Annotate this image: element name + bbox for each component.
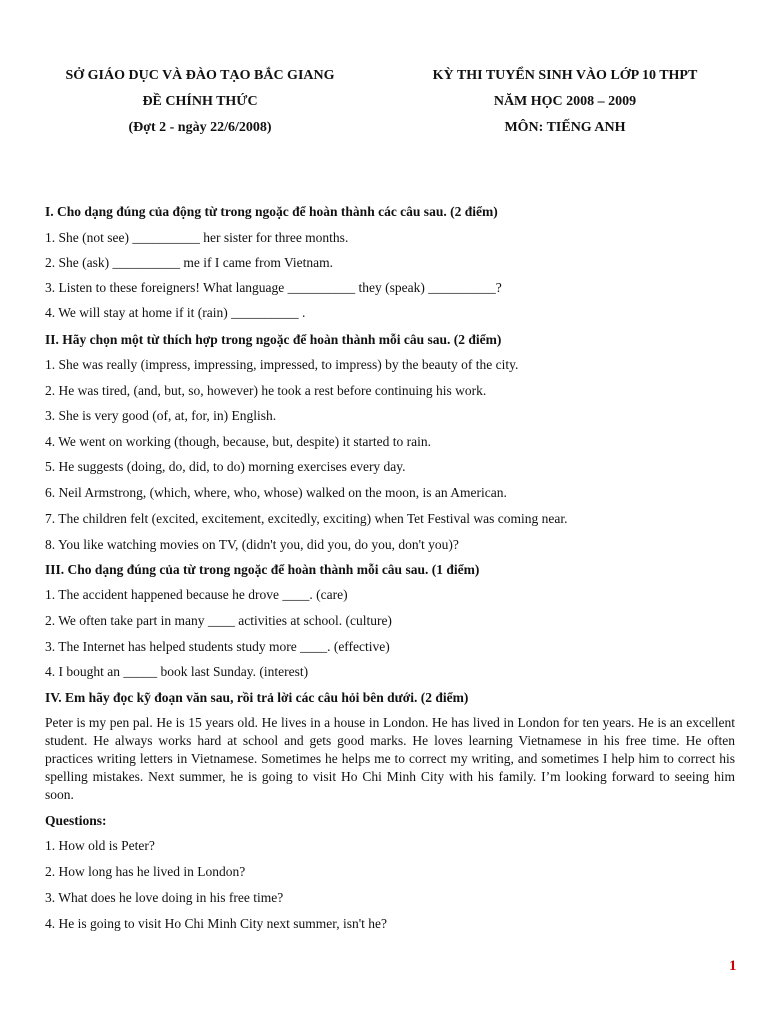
question-item: 4. He is going to visit Ho Chi Minh City next summer, isn't he? [45, 916, 388, 931]
section-3-title: III. Cho dạng đúng của từ trong ngoặc để hoàn thành mỗi câu sau. (1 điểm) [45, 562, 480, 577]
question-item: 2. How long has he lived in London? [45, 864, 246, 879]
section-3-item: 1. The accident happened because he drove ____. (care) [45, 587, 348, 602]
section-1-item: 1. She (not see) __________ her sister for three months. [45, 230, 349, 245]
section-1-title: I. Cho dạng đúng của động từ trong ngoặc để hoàn thành các câu sau. (2 điểm) [45, 204, 498, 219]
section-2-title: II. Hãy chọn một từ thích hợp trong ngoặc để hoàn thành mỗi câu sau. (2 điểm) [45, 332, 502, 347]
section-1-item: 2. She (ask) __________ me if I came from Vietnam. [45, 255, 333, 270]
questions-label: Questions: [45, 813, 107, 828]
section-2-item: 3. She is very good (of, at, for, in) English. [45, 408, 277, 423]
section-2-item: 7. The children felt (excited, excitement, excitedly, exciting) when Tet Festival was coming near. [45, 511, 568, 526]
page-number: 1 [729, 958, 737, 974]
section-3-item: 2. We often take part in many ____ activities at school. (culture) [45, 613, 392, 628]
section-1-item: 3. Listen to these foreigners! What language __________ they (speak) __________? [45, 280, 502, 295]
section-2-item: 2. He was tired, (and, but, so, however) he took a rest before continuing his work. [45, 383, 487, 398]
header-exam-title: KỲ THI TUYỂN SINH VÀO LỚP 10 THPT [432, 68, 698, 83]
section-3-item: 4. I bought an _____ book last Sunday. (interest) [45, 664, 309, 679]
question-item: 1. How old is Peter? [45, 838, 155, 853]
header-school-year: NĂM HỌC 2008 – 2009 [493, 94, 637, 109]
header-official-exam: ĐỀ CHÍNH THỨC [142, 94, 258, 109]
section-3-item: 3. The Internet has helped students study more ____. (effective) [45, 639, 390, 654]
section-2-item: 6. Neil Armstrong, (which, where, who, whose) walked on the moon, is an American. [45, 485, 507, 500]
section-2-item: 1. She was really (impress, impressing, impressed, to impress) by the beauty of the city. [45, 357, 519, 372]
header-subject: MÔN: TIẾNG ANH [504, 120, 626, 135]
section-4-title: IV. Em hãy đọc kỹ đoạn văn sau, rồi trả lời các câu hỏi bên dưới. (2 điểm) [45, 690, 469, 705]
section-2-item: 4. We went on working (though, because, but, despite) it started to rain. [45, 434, 431, 449]
header-department: SỞ GIÁO DỤC VÀ ĐÀO TẠO BẮC GIANG [65, 68, 335, 83]
section-2-item: 8. You like watching movies on TV, (didn't you, did you, do you, don't you)? [45, 537, 459, 552]
section-1-item: 4. We will stay at home if it (rain) __________ . [45, 305, 306, 320]
section-2-item: 5. He suggests (doing, do, did, to do) morning exercises every day. [45, 459, 406, 474]
header-exam-round: (Đợt 2 - ngày 22/6/2008) [128, 120, 272, 135]
reading-passage: Peter is my pen pal. He is 15 years old. He lives in a house in London. He has lived in London for ten years. He is an excellent student. He always works hard at school and gets good marks. He loves learning Vietnamese in his free time. He often practices writing letters in Vietnamese. Sometimes he helps me to correct my writing, and sometimes I help him to correct his spelling mistakes. Next summer, he is going to visit Ho Chi Minh City with his family. I’m looking forward to seeing him soon. [45, 715, 735, 802]
question-item: 3. What does he love doing in his free time? [45, 890, 284, 905]
